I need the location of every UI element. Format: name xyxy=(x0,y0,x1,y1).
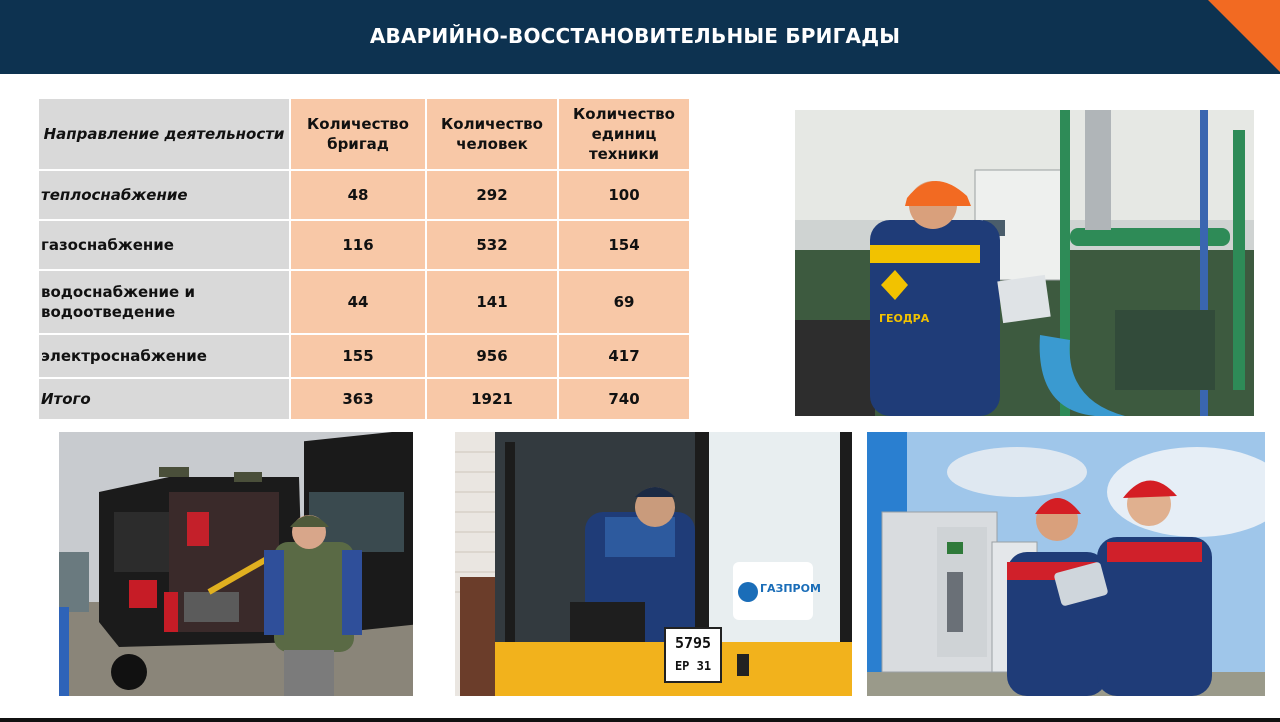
cell-brigades: 116 xyxy=(291,221,425,269)
cell-people: 956 xyxy=(427,335,557,377)
row-label: электроснабжение xyxy=(39,335,289,377)
row-label: теплоснабжение xyxy=(39,171,289,219)
photo-emergency-vehicle xyxy=(59,432,413,696)
cell-people: 1921 xyxy=(427,379,557,419)
page-title: АВАРИЙНО-ВОССТАНОВИТЕЛЬНЫЕ БРИГАДЫ xyxy=(369,24,901,48)
table-row xyxy=(39,171,689,219)
cell-equipment: 740 xyxy=(559,379,689,419)
gazprom-logo-text: ГАЗПРОМ xyxy=(760,582,821,595)
photo-excavator xyxy=(455,432,852,696)
row-label: Итого xyxy=(39,379,289,419)
cell-brigades: 155 xyxy=(291,335,425,377)
header-direction: Направление деятельности xyxy=(39,99,289,169)
cell-people: 532 xyxy=(427,221,557,269)
cell-equipment: 100 xyxy=(559,171,689,219)
cell-brigades: 363 xyxy=(291,379,425,419)
cell-brigades: 48 xyxy=(291,171,425,219)
table-row xyxy=(39,221,689,269)
content-area xyxy=(0,74,1280,720)
cell-equipment: 69 xyxy=(559,271,689,333)
cell-brigades: 44 xyxy=(291,271,425,333)
photo-plant-worker xyxy=(795,110,1254,416)
header-equipment: Количество единиц техники xyxy=(559,99,689,169)
cell-people: 292 xyxy=(427,171,557,219)
brigades-table xyxy=(37,97,691,421)
cell-people: 141 xyxy=(427,271,557,333)
header-bar xyxy=(0,0,1280,74)
table-row xyxy=(39,271,689,333)
header-people: Количество человек xyxy=(427,99,557,169)
photo-logo-text: ГЕОДРА xyxy=(879,312,930,325)
row-label: водоснабжение и водоотведение xyxy=(39,271,289,333)
bottom-dark-strip xyxy=(0,718,1280,722)
table-row-total xyxy=(39,379,689,419)
cell-equipment: 417 xyxy=(559,335,689,377)
row-label: газоснабжение xyxy=(39,221,289,269)
plate-number-bottom: ЕР 31 xyxy=(674,659,712,673)
header-brigades: Количество бригад xyxy=(291,99,425,169)
table-header-row xyxy=(39,99,689,169)
plate-number-top: 5795 xyxy=(674,634,712,652)
cell-equipment: 154 xyxy=(559,221,689,269)
table-row xyxy=(39,335,689,377)
photo-electricians xyxy=(867,432,1265,696)
